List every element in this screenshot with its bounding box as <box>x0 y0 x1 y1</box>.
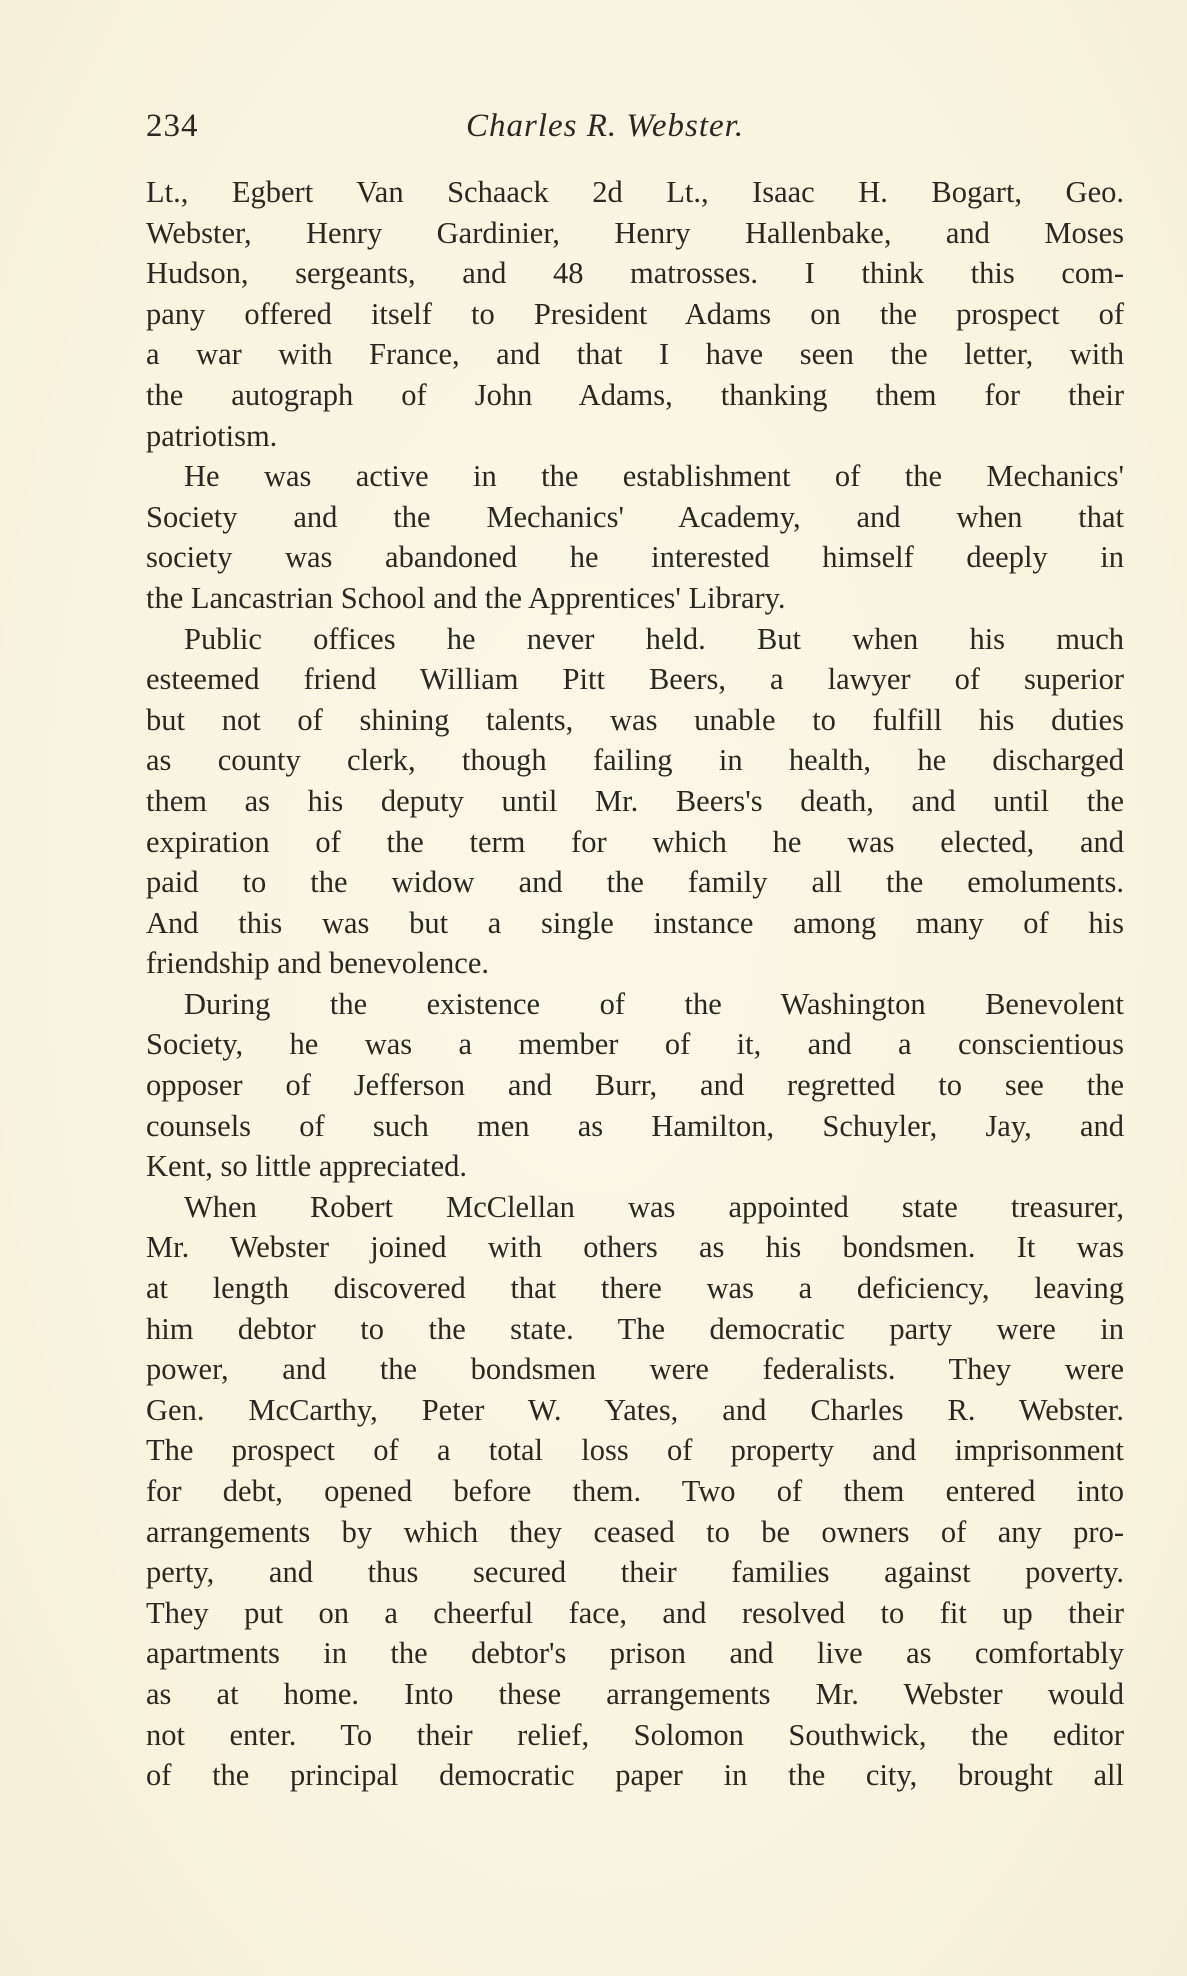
text-line: apartments in the debtor's prison and live as comfortably <box>146 1636 1124 1671</box>
text-line: at length discovered that there was a deficiency, leaving <box>146 1271 1124 1306</box>
text-line: them as his deputy until Mr. Beers's death, and until the <box>146 783 1124 818</box>
text-line: as at home. Into these arrangements Mr. Webster would <box>146 1676 1124 1711</box>
text-line: Mr. Webster joined with others as his bondsmen. It was <box>146 1230 1124 1265</box>
text-line: pany offered itself to President Adams on the prospect of <box>146 296 1124 331</box>
text-line: Gen. McCarthy, Peter W. Yates, and Charles R. Webster. <box>146 1392 1124 1427</box>
text-line: They put on a cheerful face, and resolved to fit up their <box>146 1595 1124 1630</box>
text-line: Lt., Egbert Van Schaack 2d Lt., Isaac H. Bogart, Geo. <box>146 175 1124 209</box>
text-line: paid to the widow and the family all the emoluments. <box>146 865 1124 900</box>
text-line: Kent, so little appreciated. <box>146 1149 467 1184</box>
text-line: not enter. To their relief, Solomon Southwick, the editor <box>146 1717 1124 1752</box>
text-line: The prospect of a total loss of property and imprisonment <box>146 1433 1124 1468</box>
text-line: a war with France, and that I have seen the letter, with <box>146 337 1124 372</box>
text-line: as county clerk, though failing in health, he discharged <box>146 743 1124 778</box>
text-line: esteemed friend William Pitt Beers, a lawyer of superior <box>146 662 1124 697</box>
text-line: him debtor to the state. The democratic party were in <box>146 1311 1124 1346</box>
text-line: for debt, opened before them. Two of them entered into <box>146 1474 1124 1508</box>
text-line: expiration of the term for which he was elected, and <box>146 824 1124 859</box>
text-line: the Lancastrian School and the Apprentices' Library. <box>146 580 786 615</box>
text-line: of the principal democratic paper in the city, brought all <box>146 1758 1124 1793</box>
text-line: but not of shining talents, was unable to fulfill his duties <box>146 702 1124 737</box>
text-line: He was active in the establishment of the Mechanics' <box>184 459 1124 494</box>
text-line: During the existence of the Washington Benevolent <box>184 986 1124 1021</box>
text-line: the autograph of John Adams, thanking them for their <box>146 377 1124 412</box>
text-line: counsels of such men as Hamilton, Schuyler, Jay, and <box>146 1108 1124 1143</box>
text-line: Society and the Mechanics' Academy, and when that <box>146 499 1124 534</box>
running-head <box>146 108 1046 156</box>
body-text <box>146 172 1124 1796</box>
text-line: patriotism. <box>146 418 278 453</box>
page-number: 234 <box>146 108 199 144</box>
text-line: society was abandoned he interested himself deeply in <box>146 540 1124 575</box>
text-line: arrangements by which they ceased to be owners of any pro- <box>146 1514 1124 1549</box>
text-line: perty, and thus secured their families against poverty. <box>146 1555 1124 1590</box>
text-line: Public offices he never held. But when his much <box>184 621 1124 656</box>
text-line: Hudson, sergeants, and 48 matrosses. I think this com- <box>146 256 1124 291</box>
running-title: Charles R. Webster. <box>466 108 745 144</box>
text-line: Webster, Henry Gardinier, Henry Hallenbake, and Moses <box>146 215 1124 250</box>
text-line: When Robert McClellan was appointed state treasurer, <box>184 1189 1124 1224</box>
text-line: opposer of Jefferson and Burr, and regretted to see the <box>146 1068 1124 1103</box>
text-line: friendship and benevolence. <box>146 946 489 981</box>
text-line: Society, he was a member of it, and a conscientious <box>146 1027 1124 1062</box>
text-line: And this was but a single instance among many of his <box>146 905 1124 940</box>
text-line: power, and the bondsmen were federalists. They were <box>146 1352 1124 1387</box>
